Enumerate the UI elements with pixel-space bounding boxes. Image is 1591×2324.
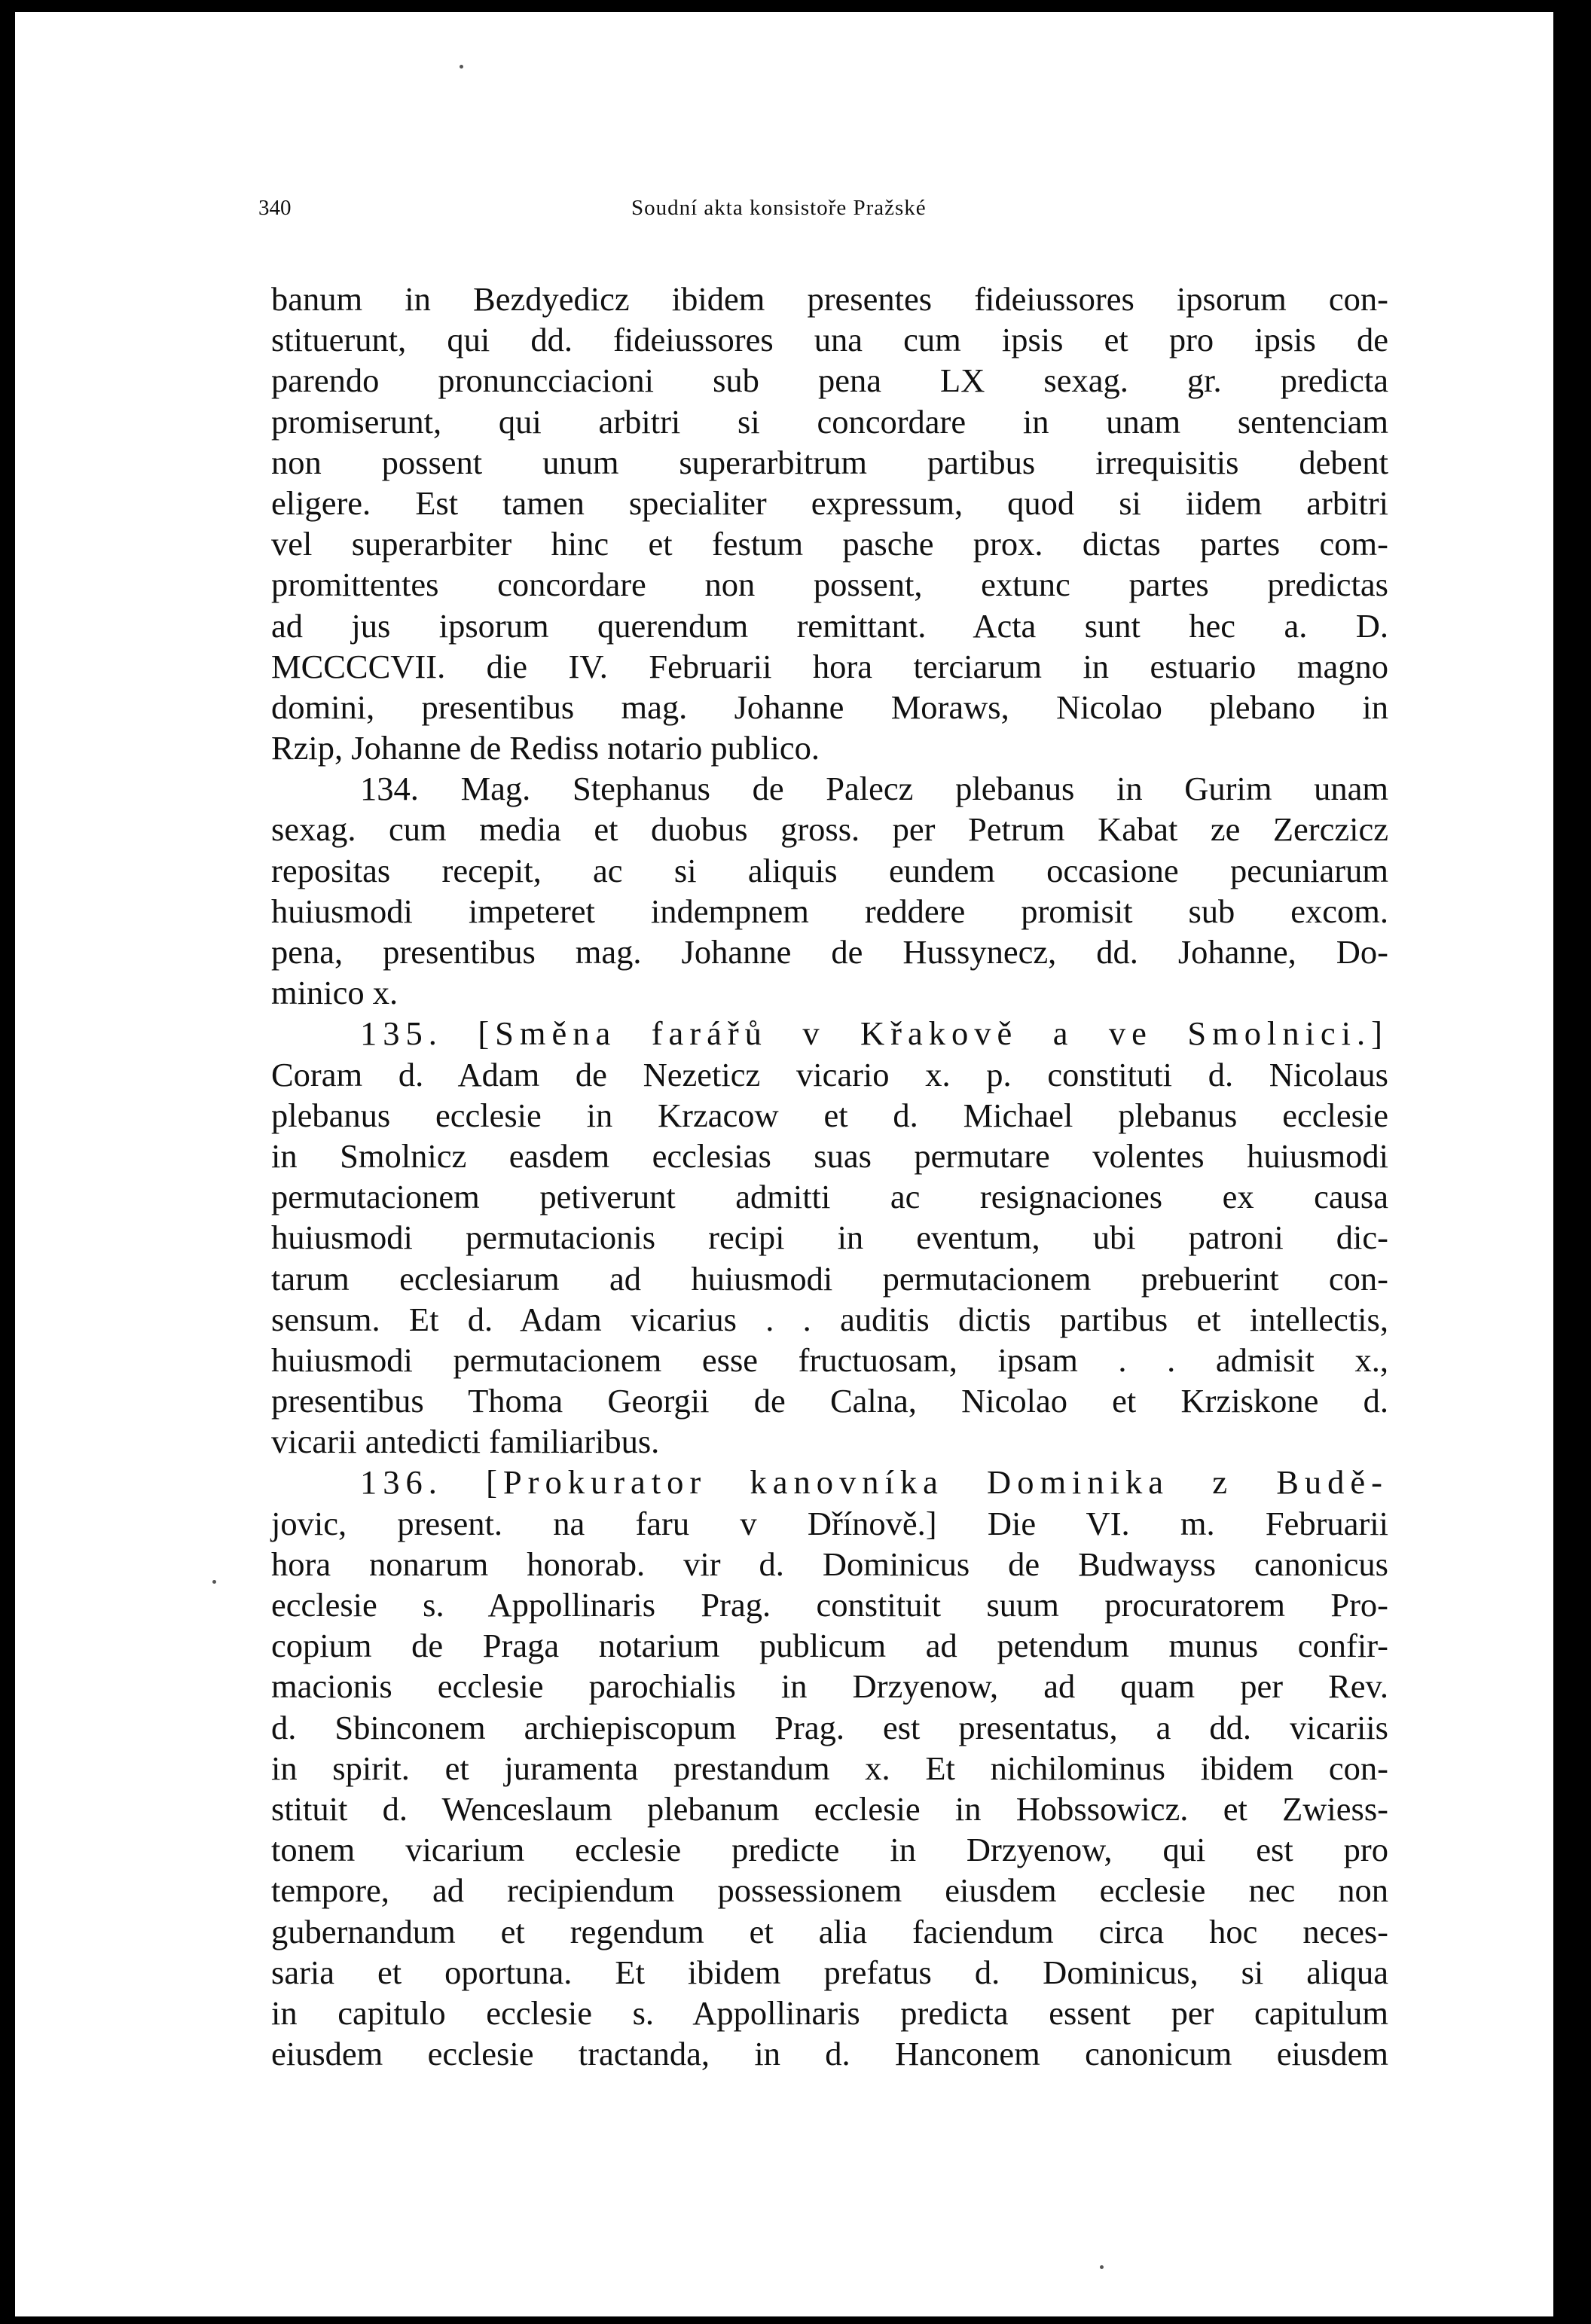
- text-line: jovic, present. na faru v Dřínově.] Die VI. m. Februarii: [271, 1504, 1388, 1542]
- text-line: in Smolnicz easdem ecclesias suas permutare volentes huiusmodi: [271, 1136, 1388, 1175]
- text-line: in capitulo ecclesie s. Appollinaris predicta essent per capitulum: [271, 1993, 1388, 2032]
- text-line: macionis ecclesie parochialis in Drzyenow, ad quam per Rev.: [271, 1667, 1388, 1706]
- dust-speck: [212, 1580, 216, 1584]
- text-line: MCCCCVII. die IV. Februarii hora terciarum in estuario magno: [271, 647, 1388, 685]
- text-line: copium de Praga notarium publicum ad petendum munus confir-: [271, 1627, 1388, 1665]
- text-line: parendo pronuncciacioni sub pena LX sexag. gr. predicta: [271, 361, 1388, 400]
- text-line: saria et oportuna. Et ibidem prefatus d. Dominicus, si aliqua: [271, 1953, 1388, 1991]
- text-line: sexag. cum media et duobus gross. per Petrum Kabat ze Zerczicz: [271, 810, 1388, 849]
- text-line: d. Sbinconem archiepiscopum Prag. est presentatus, a dd. vicariis: [271, 1708, 1388, 1746]
- text-line: sensum. Et d. Adam vicarius . . auditis dictis partibus et intellectis,: [271, 1300, 1388, 1338]
- entry-134-start: 134. Mag. Stephanus de Palecz plebanus in Gurim unam: [360, 770, 1388, 808]
- text-line: gubernandum et regendum et alia faciendum circa hoc neces-: [271, 1912, 1388, 1950]
- text-line: repositas recepit, ac si aliquis eundem occasione pecuniarum: [271, 851, 1388, 889]
- text-line: eligere. Est tamen specialiter expressum, quod si iidem arbitri: [271, 483, 1388, 522]
- text-line: promiserunt, qui arbitri si concordare in unam sentenciam: [271, 402, 1388, 441]
- text-line: domini, presentibus mag. Johanne Moraws, Nicolao plebano in: [271, 688, 1388, 726]
- text-line: ad jus ipsorum querendum remittant. Acta sunt hec a. D.: [271, 606, 1388, 645]
- text-line: pena, presentibus mag. Johanne de Hussynecz, dd. Johanne, Do-: [271, 933, 1388, 971]
- text-line: banum in Bezdyedicz ibidem presentes fideiussores ipsorum con-: [271, 280, 1388, 318]
- text-line: tonem vicarium ecclesie predicte in Drzyenow, qui est pro: [271, 1831, 1388, 1869]
- text-line: vicarii antedicti familiaribus.: [271, 1423, 660, 1461]
- entry-136-heading: 136. [Prokurator kanovníka Dominika z Budě-: [360, 1463, 1388, 1502]
- text-line: ecclesie s. Appollinaris Prag. constituit suum procuratorem Pro-: [271, 1586, 1388, 1624]
- body-text: [271, 279, 1388, 2074]
- text-line: eiusdem ecclesie tractanda, in d. Hanconem canonicum eiusdem: [271, 2035, 1388, 2073]
- running-title: Soudní akta konsistoře Pražské: [631, 196, 927, 220]
- text-line: huiusmodi permutacionem esse fructuosam, ipsam . . admisit x.,: [271, 1340, 1388, 1379]
- text-line: presentibus Thoma Georgii de Calna, Nicolao et Krziskone d.: [271, 1382, 1388, 1420]
- text-line: vel superarbiter hinc et festum pasche prox. dictas partes com-: [271, 525, 1388, 563]
- text-line: tarum ecclesiarum ad huiusmodi permutacionem prebuerint con-: [271, 1259, 1388, 1298]
- page-number: 340: [258, 196, 292, 220]
- page-edge-shadow: [1553, 0, 1591, 2324]
- text-line: tempore, ad recipiendum possessionem eiusdem ecclesie nec non: [271, 1871, 1388, 1910]
- text-line: promittentes concordare non possent, extunc partes predictas: [271, 566, 1388, 604]
- dust-speck: [1100, 2265, 1104, 2269]
- text-line: plebanus ecclesie in Krzacow et d. Michael plebanus ecclesie: [271, 1096, 1388, 1134]
- text-line: Rzip, Johanne de Rediss notario publico.: [271, 729, 820, 767]
- dust-speck: [460, 65, 463, 69]
- text-line: non possent unum superarbitrum partibus irrequisitis debent: [271, 443, 1388, 481]
- running-header: [258, 196, 1038, 233]
- text-line: Coram d. Adam de Nezeticz vicario x. p. constituti d. Nicolaus: [271, 1055, 1388, 1093]
- text-line: minico x.: [271, 974, 399, 1012]
- text-line: stituerunt, qui dd. fideiussores una cum ipsis et pro ipsis de: [271, 321, 1388, 359]
- entry-135-heading: 135. [Směna farářů v Křakově a ve Smolnici.]: [360, 1014, 1388, 1053]
- text-line: hora nonarum honorab. vir d. Dominicus de Budwayss canonicus: [271, 1545, 1388, 1583]
- text-line: in spirit. et juramenta prestandum x. Et nichilominus ibidem con-: [271, 1749, 1388, 1787]
- text-line: stituit d. Wenceslaum plebanum ecclesie in Hobssowicz. et Zwiess-: [271, 1789, 1388, 1828]
- text-line: huiusmodi permutacionis recipi in eventum, ubi patroni dic-: [271, 1218, 1388, 1257]
- text-line: permutacionem petiverunt admitti ac resignaciones ex causa: [271, 1178, 1388, 1216]
- text-line: huiusmodi impeteret indempnem reddere promisit sub excom.: [271, 892, 1388, 930]
